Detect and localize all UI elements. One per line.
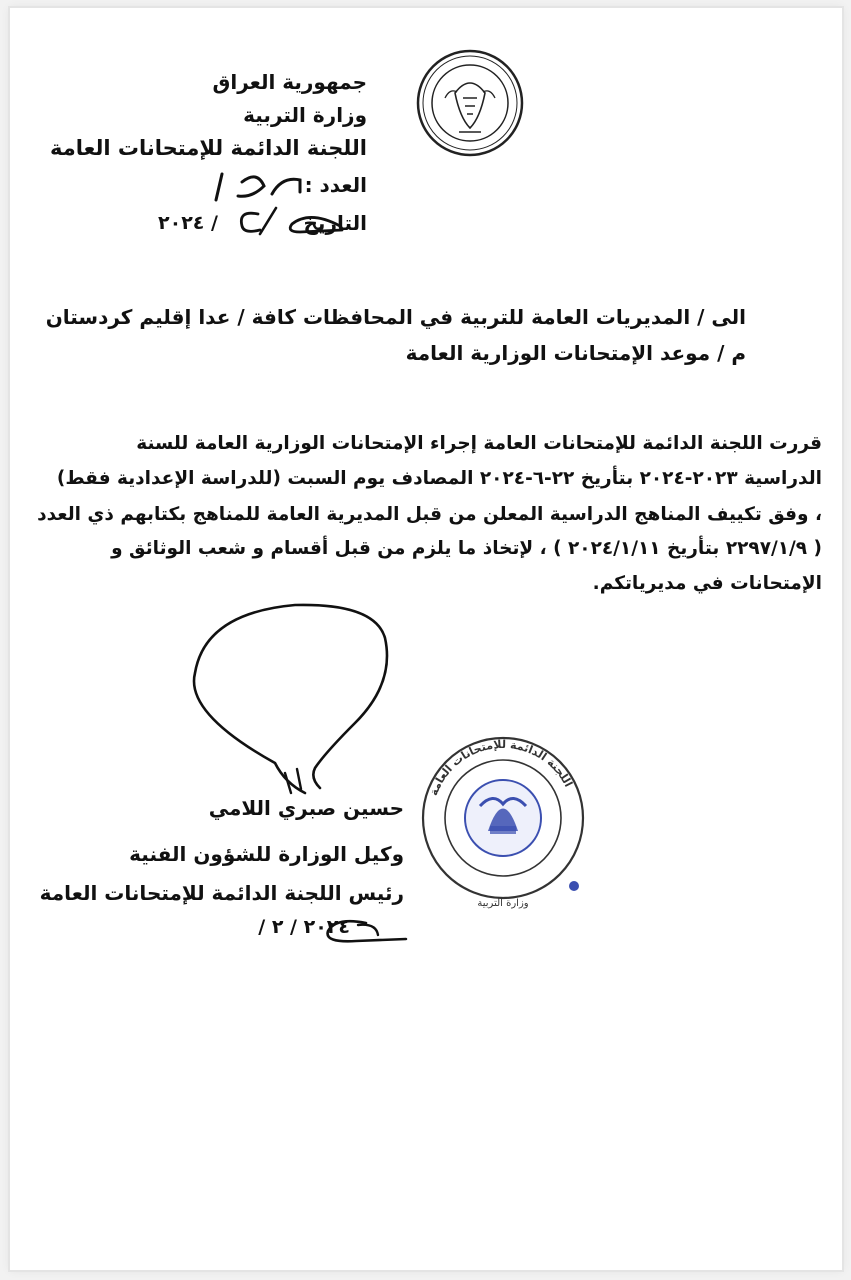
handwritten-day bbox=[306, 913, 416, 947]
date-label: التاريخ bbox=[303, 211, 367, 235]
body-line: ( ٢٢٩٧/١/٩ بتأريخ ٢٠٢٤/١/١١ ) ، لإتخاذ ما يلزم من قبل أقسام و شعب الوثائق و bbox=[111, 538, 822, 559]
document-page bbox=[10, 8, 842, 1270]
signature-date: ٢٠٢٤ / ٢ / bbox=[258, 916, 350, 938]
header-committee: اللجنة الدائمة للإمتحانات العامة bbox=[50, 136, 367, 160]
stamp-bottom-text: وزارة التربية bbox=[477, 898, 529, 909]
subject-line: م / موعد الإمتحانات الوزارية العامة bbox=[405, 341, 746, 365]
body-line: الإمتحانات في مديرياتكم. bbox=[592, 573, 822, 594]
signatory-role: رئيس اللجنة الدائمة للإمتحانات العامة bbox=[39, 881, 404, 905]
handwritten-signature bbox=[165, 593, 405, 808]
signatory-title: وكيل الوزارة للشؤون الفنية bbox=[129, 842, 404, 866]
committee-official-stamp bbox=[418, 726, 588, 911]
stamp-ring-text: اللجنة الدائمة للإمتحانات العامة bbox=[426, 737, 576, 798]
handwritten-number bbox=[202, 168, 312, 206]
recipient-line: الى / المديريات العامة للتربية في المحافظات كافة / عدا إقليم كردستان bbox=[45, 305, 746, 329]
body-line: قررت اللجنة الدائمة للإمتحانات العامة إجراء الإمتحانات الوزارية العامة للسنة bbox=[136, 433, 822, 454]
date-year: / ٢٠٢٤ bbox=[158, 212, 218, 234]
signatory-name: حسين صبري اللامي bbox=[208, 796, 404, 820]
handwritten-date bbox=[230, 204, 350, 238]
body-line: الدراسية ٢٠٢٣-٢٠٢٤ بتأريخ ٢٢-٦-٢٠٢٤ المصادف يوم السبت (للدراسة الإعدادية فقط) bbox=[56, 468, 822, 489]
header-ministry: وزارة التربية bbox=[243, 103, 367, 127]
header-country: جمهورية العراق bbox=[212, 70, 367, 94]
ministry-emblem-seal bbox=[415, 48, 525, 158]
number-label: العدد : bbox=[304, 173, 367, 197]
body-line: ، وفق تكييف المناهج الدراسية المعلن من قبل المديرية العامة للمناهج بكتابهم ذي العدد bbox=[37, 504, 822, 525]
